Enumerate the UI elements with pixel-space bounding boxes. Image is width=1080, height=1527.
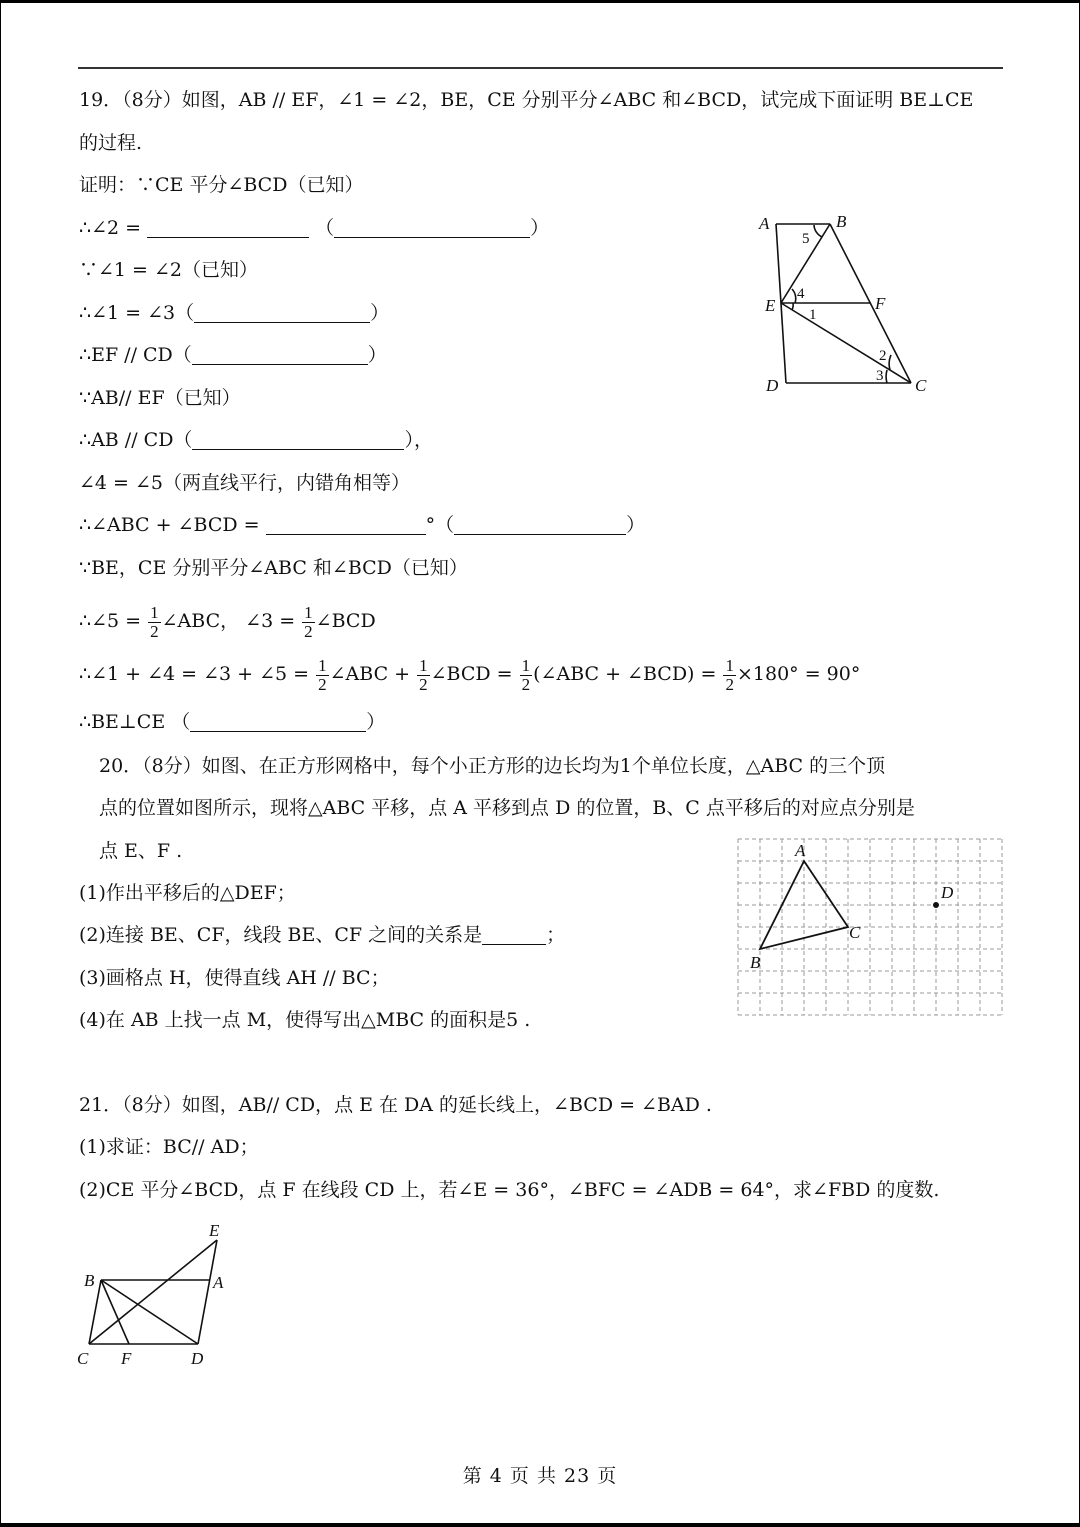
fraction-half: $\frac{1}{2}$	[725, 655, 734, 694]
svg-text:2: 2	[879, 348, 887, 364]
proof-text: ）	[370, 302, 390, 324]
q20-part4: (4)在 AB 上找一点 M，使得写出△MBC 的面积是5 .	[79, 1009, 531, 1031]
q21-part1: (1)求证：BC// AD；	[79, 1136, 259, 1158]
proof-text: ∴∠1 + ∠4 = ∠3 + ∠5 =	[79, 663, 310, 685]
fraction-half: $\frac{1}{2}$	[150, 602, 159, 641]
svg-text:C: C	[77, 1349, 89, 1368]
svg-text:E: E	[209, 1221, 220, 1240]
proof-text: ∴∠1 = ∠3（	[79, 302, 195, 324]
part-text: ；	[546, 924, 566, 946]
proof-text: ）	[367, 344, 387, 366]
svg-text:E: E	[765, 296, 776, 315]
q19-proof-line2	[79, 215, 549, 241]
q19-proof-line8: ∠4 = ∠5（两直线平行，内错角相等）	[79, 472, 411, 494]
svg-text:D: D	[941, 883, 954, 902]
proof-text: ∴BE⊥CE （	[79, 711, 191, 733]
proof-text: ）	[626, 514, 646, 536]
q20-stem-line2: 点的位置如图所示，现将△ABC 平移，点 A 平移到点 D 的位置，B、C 点平移后的对应点分别是	[99, 797, 915, 819]
fraction-half: $\frac{1}{2}$	[304, 602, 313, 641]
svg-text:4: 4	[797, 286, 805, 302]
q19-figure	[741, 203, 941, 403]
proof-text: ），	[404, 429, 433, 451]
proof-text: ×180° = 90°	[736, 663, 861, 685]
q19-proof-line12	[79, 654, 860, 694]
svg-text:F: F	[121, 1349, 132, 1368]
proof-text: ∴AB // CD（	[79, 429, 193, 451]
proof-text: ∴EF // CD（	[79, 344, 192, 366]
q19-proof-line1: 证明：∵CE 平分∠BCD（已知）	[79, 174, 364, 196]
q20-part1: (1)作出平移后的△DEF；	[79, 882, 296, 904]
fraction-half: $\frac{1}{2}$	[419, 655, 428, 694]
svg-text:A: A	[759, 214, 770, 233]
q19-proof-line9	[79, 512, 645, 538]
proof-text: ∴∠ABC + ∠BCD =	[79, 514, 260, 536]
q21-part2: (2)CE 平分∠BCD，点 F 在线段 CD 上，若∠E = 36°，∠BFC = ∠ADB = 64°，求∠FBD 的度数.	[79, 1179, 940, 1201]
q19-stem-line1: 19．（8分）如图，AB // EF，∠1 = ∠2，BE，CE 分别平分∠ABC 和∠BCD，试完成下面证明 BE⊥CE	[79, 89, 974, 111]
header-rule	[78, 67, 1003, 69]
svg-text:B: B	[836, 212, 847, 231]
svg-text:D: D	[191, 1349, 204, 1368]
answer-blank-reason3[interactable]	[192, 345, 368, 365]
answer-blank-reason4[interactable]	[192, 430, 404, 450]
q21-figure	[71, 1210, 251, 1380]
proof-text: ∴∠2 =	[79, 217, 142, 239]
q20-stem-line1: 20．（8分）如图、在正方形网格中，每个小正方形的边长均为1个单位长度，△ABC 的三个顶	[99, 755, 886, 777]
proof-text: ∠ABC， ∠3 =	[161, 610, 296, 632]
svg-text:D: D	[766, 376, 779, 395]
q19-stem-line2: 的过程.	[79, 132, 143, 154]
part-text: (2)连接 BE、CF，线段 BE、CF 之间的关系是	[79, 924, 483, 946]
q20-part2	[79, 922, 565, 948]
answer-blank-reason5[interactable]	[454, 515, 626, 535]
svg-text:1: 1	[809, 307, 817, 323]
proof-text: ∠BCD	[315, 610, 376, 632]
q19-proof-line7	[79, 427, 433, 453]
proof-text: ∴∠5 =	[79, 610, 142, 632]
q19-proof-line4	[79, 300, 389, 326]
q21-stem: 21．（8分）如图，AB// CD，点 E 在 DA 的延长线上，∠BCD = ∠BAD .	[79, 1094, 712, 1116]
q20-stem-line3: 点 E、F .	[99, 840, 183, 862]
exam-page	[1, 3, 1079, 1523]
fraction-half: $\frac{1}{2}$	[521, 655, 531, 694]
svg-text:F: F	[875, 294, 886, 313]
answer-blank-reason6[interactable]	[190, 712, 366, 732]
proof-text: °（	[425, 514, 455, 536]
q20-grid-figure	[737, 836, 1005, 1018]
svg-text:3: 3	[876, 368, 884, 384]
proof-text: ∠ABC +	[329, 663, 411, 685]
q19-proof-line11	[79, 601, 376, 641]
answer-blank-relation[interactable]	[482, 925, 546, 945]
q19-proof-line13	[79, 709, 385, 735]
q19-proof-line3: ∵∠1 = ∠2（已知）	[79, 259, 259, 281]
svg-text:A: A	[213, 1273, 224, 1292]
q19-proof-line6: ∵AB// EF（已知）	[79, 387, 241, 409]
svg-text:A: A	[795, 841, 806, 860]
proof-text: ）	[366, 711, 386, 733]
q19-proof-line5	[79, 342, 387, 368]
answer-blank-sum[interactable]	[266, 515, 426, 535]
answer-blank-angle2[interactable]	[147, 218, 309, 238]
svg-text:C: C	[915, 376, 927, 395]
answer-blank-reason2[interactable]	[194, 303, 370, 323]
page-footer: 第 4 页 共 23 页	[462, 1465, 618, 1487]
fraction-half: $\frac{1}{2}$	[318, 655, 327, 694]
q20-part3: (3)画格点 H，使得直线 AH // BC；	[79, 967, 390, 989]
svg-text:B: B	[84, 1271, 95, 1290]
svg-text:5: 5	[802, 231, 810, 247]
proof-text: (∠ABC + ∠BCD) =	[533, 663, 717, 685]
proof-text: ∠BCD =	[430, 663, 513, 685]
proof-text: （	[315, 217, 335, 239]
q19-proof-line10: ∵BE，CE 分别平分∠ABC 和∠BCD（已知）	[79, 557, 468, 579]
svg-text:C: C	[849, 923, 861, 942]
answer-blank-reason1[interactable]	[334, 218, 530, 238]
proof-text: ）	[530, 217, 550, 239]
svg-text:B: B	[750, 953, 761, 972]
